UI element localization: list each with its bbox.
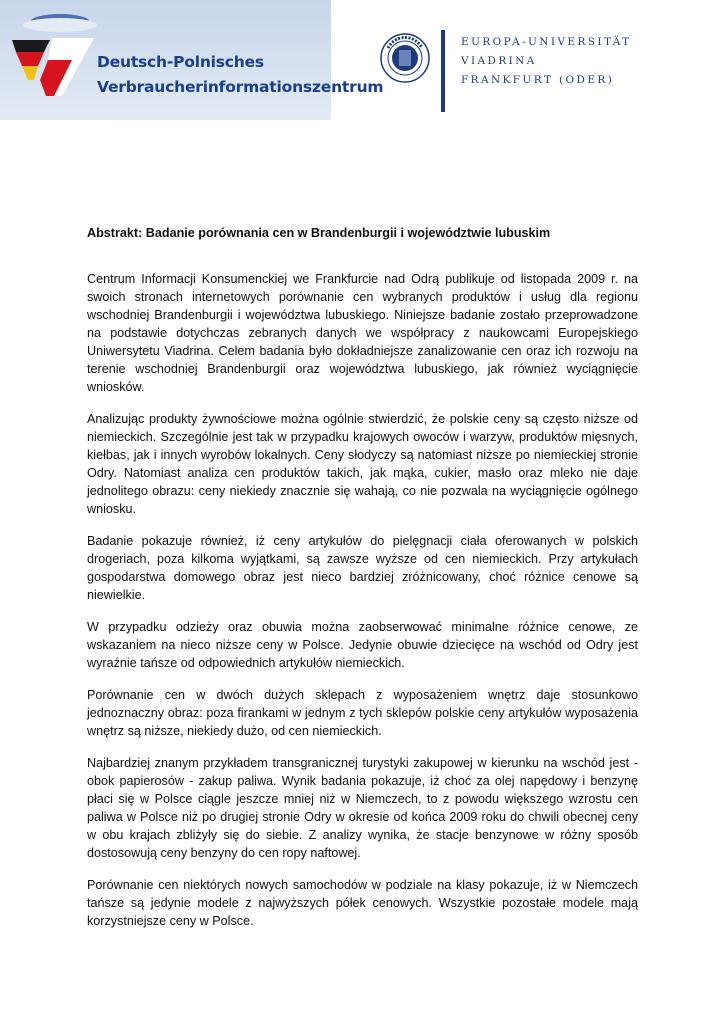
paragraph-fuel: Najbardziej znanym przykładem transgranicznej turystyki zakupowej w kierunku na wschód jest - obok papierosów - zakup paliwa. Wynik badania pokazuje, iż choć za olej napędowy i benzynę płaci się w Polsce ciągle jeszcze mniej niż w Niemczech, to z powodu większego wzrostu cen paliwa w Polsce niż po drugiej stronie Odry w okresie od końca 2009 roku do chwili obecnej ceny w obu krajach zbliżyły się do siebie. Z analizy wynika, że stacje benzynowe w różny sposób dostosowują ceny benzyny do cen ropy naftowej. [87,756,638,860]
document-title: Abstrakt: Badanie porównania cen w Brandenburgii i województwie lubuskim [87,226,551,240]
dpvz-name-line2: Verbraucherinformationszentrum [97,78,384,96]
flag-stripe-red [16,52,44,66]
emblem-arc-mask [23,18,97,32]
dpvz-name-line1: Deutsch-Polnisches [97,53,264,71]
viadrina-name [461,33,632,90]
flag-stripe-gold [22,66,38,80]
paragraph-cars: Porównanie cen niektórych nowych samochodów w podziale na klasy pokazuje, iż w Niemczech tańsze są jedynie modele z najwyższych półek cenowych. Wszystkie pozostałe modele mają korzystniejsze ceny w Polsce. [87,878,638,928]
viadrina-line3: FRANKFURT (ODER) [461,74,615,86]
viadrina-divider-bar [441,30,445,112]
dpvz-flag-emblem [10,8,102,100]
flag-stripe-black [12,40,50,52]
viadrina-line2: VIADRINA [461,55,537,67]
paragraph-clothing: W przypadku odzieży oraz obuwia można zaobserwować minimalne różnice cenowe, ze wskazaniem na nieco niższe ceny w Polsce. Jedynie obuwie dziecięce na wschód od Odry jest wyraźnie tańsze od odpowiednich artykułów niemieckich. [87,620,638,670]
paragraph-food: Analizując produkty żywnościowe można ogólnie stwierdzić, że polskie ceny są często niższe od niemieckich. Szczególnie jest tak w przypadku krajowych owoców i warzyw, produktów mięsnych, kiełbas, jak i innych wyrobów lokalnych. Ceny słodyczy są natomiast niższe po niemieckiej stronie Odry. Natomiast analiza cen produktów takich, jak mąka, cukier, masło oraz mleko nie daje jednolitego obrazu: ceny niekiedy znacznie się wahają, co nie pozwala na wyciągnięcie ogólnego wniosku. [87,412,638,516]
document-body [87,270,638,944]
paragraph-intro: Centrum Informacji Konsumenckiej we Frankfurcie nad Odrą publikuje od listopada 2009 r. na swoich stronach internetowych porównanie cen wybranych produktów i usług dla regionu wschodniej Brandenburgii i województwa lubuskiego. Niniejsze badanie zostało przeprowadzone na podstawie dotychczas zebranych danych we współpracy z naukowcami Europejskiego Uniwersytetu Viadrina. Celem badania było dokładniejsze zanalizowanie cen oraz ich rozwoju na terenie wschodniej Brandenburgii oraz województwa lubuskiego, jak również wyciągnięcie wniosków. [87,272,638,394]
dpvz-logo-banner [0,0,384,120]
viadrina-seal-icon [379,32,431,84]
dpvz-name [97,50,383,100]
paragraph-care: Badanie pokazuje również, iż ceny artykułów do pielęgnacji ciała oferowanych w polskich drogeriach, poza kilkoma wyjątkami, są zawsze wyższe od cen niemieckich. Przy artykułach gospodarstwa domowego obraz jest nieco bardziej zróżnicowany, choć różnice cenowe są niewielkie. [87,534,638,602]
paragraph-furniture: Porównanie cen w dwóch dużych sklepach z wyposażeniem wnętrz daje stosunkowo jednoznaczny obraz: poza firankami w jednym z tych sklepów polskie ceny artykułów wyposażenia wnętrz są niższe, niekiedy dużo, od cen niemieckich. [87,688,638,738]
viadrina-line1: EUROPA-UNIVERSITÄT [461,36,632,48]
